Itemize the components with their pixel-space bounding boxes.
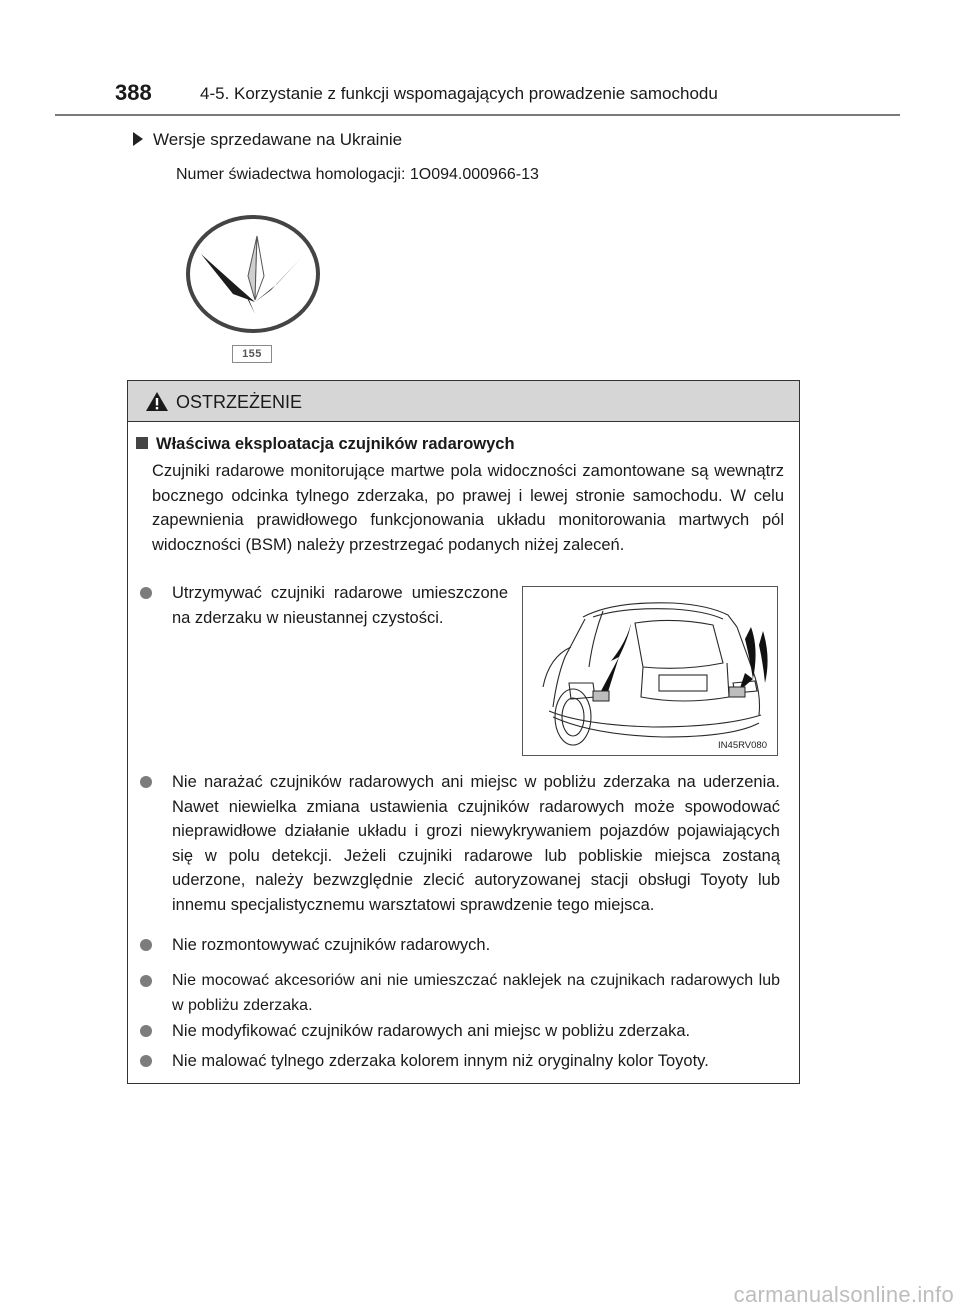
square-bullet-icon (136, 437, 148, 449)
bullet-text: Nie narażać czujników radarowych ani miejsc w pobliżu zderzaka na uderzenia. Nawet niewielka zmiana ustawienia czujników radarowych może spowodować nieprawidłowe działanie układu i grozi niewykrywaniem pojazdów pojawiających się w polu detekcji. Jeżeli czujniki radarowe lub pobliskie miejsca zostaną uderzone, należy bezwzględnie zlecić autoryzowanej stacji obsługi Toyoty lub innemu specjalistycznemu warsztatowi sprawdzenie tego miejsca. (172, 773, 780, 914)
warning-title: OSTRZEŻENIE (176, 392, 303, 412)
warning-intro: Czujniki radarowe monitorujące martwe pola widoczności zamontowane są wewnątrz bocznego odcinka tylnego zderzaka, po prawej i lewej stronie samochodu. W celu zapewnienia prawidłowego funkcjonowania układu monitorowania martwych pól widoczności (BSM) należy przestrzegać podanych niżej zaleceń. (152, 462, 784, 554)
bullet-text: Utrzymywać czujniki radarowe umieszczone na zderzaku w nieustannej czystości. (172, 584, 508, 627)
bullet-text: Nie malować tylnego zderzaka kolorem innym niż oryginalny kolor Toyoty. (172, 1052, 709, 1070)
bullet-dot-icon (140, 587, 152, 599)
bullet-dot-icon (140, 1025, 152, 1037)
bullet-dot-icon (140, 939, 152, 951)
section-title: Wersje sprzedawane na Ukrainie (153, 130, 403, 149)
chapter-title: 4-5. Korzystanie z funkcji wspomagających prowadzenie samochodu (200, 84, 718, 103)
bullet-item (140, 969, 780, 1018)
warning-triangle-icon (145, 391, 169, 412)
logo-code: 155 (232, 345, 272, 363)
bullet-item (140, 581, 508, 630)
bullet-text: Nie modyfikować czujników radarowych ani miejsc w pobliżu zderzaka. (172, 1022, 691, 1040)
bullet-dot-icon (140, 776, 152, 788)
section-line (133, 130, 402, 150)
bullet-dot-icon (140, 975, 152, 987)
arrow-right-icon (133, 132, 143, 146)
subheading-text: Właściwa eksploatacja czujników radarowych (156, 435, 515, 453)
car-radar-figure (522, 586, 778, 756)
bullet-text: Nie rozmontowywać czujników radarowych. (172, 936, 491, 954)
warning-box (127, 380, 800, 1084)
certificate-number: Numer świadectwa homologacji: 1O094.000966-13 (176, 166, 539, 183)
page-number: 388 (115, 80, 152, 105)
bullet-dot-icon (140, 1055, 152, 1067)
bullet-item (140, 1019, 780, 1044)
bullet-item (140, 933, 780, 958)
header-rule (55, 114, 900, 116)
car-rear-illustration (523, 587, 778, 756)
certification-logo (185, 214, 321, 334)
bullet-item (140, 1049, 780, 1074)
bullet-text: Nie mocować akcesoriów ani nie umieszczać naklejek na czujnikach radarowych lub w pobliżu zderzaka. (172, 972, 780, 1014)
warning-header (128, 381, 799, 422)
figure-code: IN45RV080 (718, 740, 767, 751)
warning-subheading (136, 435, 515, 454)
bullet-item (140, 770, 780, 918)
watermark: carmanualsonline.info (733, 1282, 954, 1307)
